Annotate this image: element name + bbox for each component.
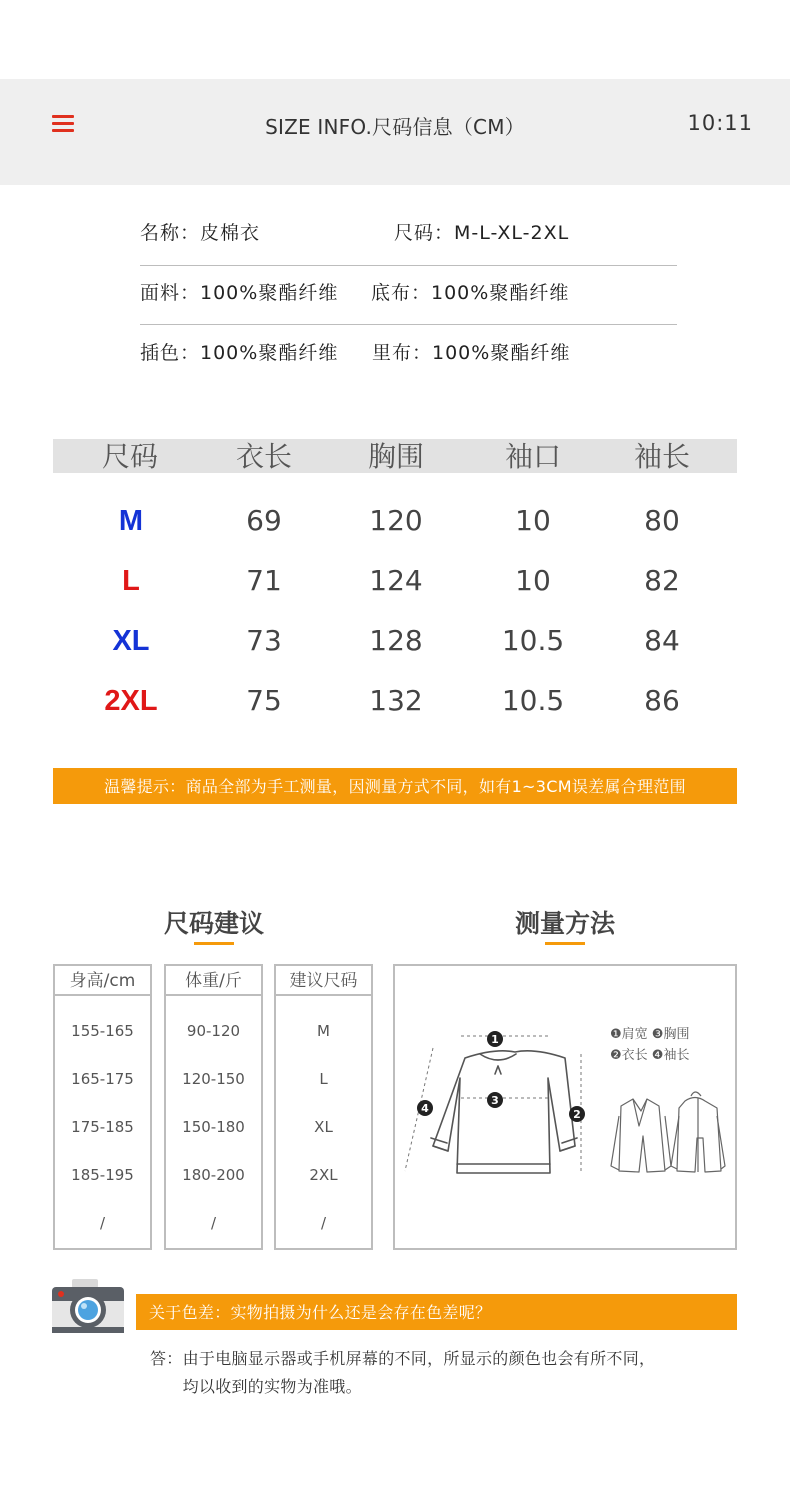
measure-legend: ❷衣长 ❹袖长 [610, 1048, 690, 1063]
size-recommend-title: 尺码建议 [163, 909, 264, 938]
column-value: L [319, 1070, 328, 1088]
product-inlay-color: 插色：100%聚酯纤维 [140, 342, 339, 364]
length-value: 71 [246, 564, 282, 597]
length-value: 73 [246, 624, 282, 657]
marker-label: 2 [573, 1108, 581, 1121]
size-label: 2XL [104, 685, 158, 717]
length-value: 75 [246, 684, 282, 717]
cuff-value: 10.5 [501, 624, 565, 657]
size-label: L [122, 565, 140, 597]
column-value: / [99, 1214, 106, 1232]
answer-line: 答：由于电脑显示器或手机屏幕的不同，所显示的颜色也会有所不同， [150, 1349, 656, 1368]
column-value: M [317, 1022, 330, 1040]
time-display: 10:11 [687, 111, 753, 135]
column-value: 180-200 [182, 1166, 245, 1184]
page-title: SIZE INFO.尺码信息（CM） [265, 115, 525, 139]
table-row [53, 551, 737, 611]
length-value: 69 [246, 504, 282, 537]
cuff-value: 10 [515, 564, 551, 597]
size-label: M [118, 505, 144, 537]
column-header: 体重/斤 [166, 966, 261, 996]
column-header: 建议尺码 [276, 966, 371, 996]
size-table-header [53, 439, 737, 473]
column-value: 185-195 [71, 1166, 134, 1184]
column-value: / [210, 1214, 217, 1232]
sleeve-value: 84 [644, 624, 680, 657]
measure-method-title: 测量方法 [514, 909, 615, 938]
header-sleeve: 袖长 [633, 440, 690, 473]
garment-diagram [395, 966, 735, 1248]
cuff-value: 10 [515, 504, 551, 537]
product-sizes: 尺码：M-L-XL-2XL [394, 222, 570, 244]
title-underline [545, 942, 585, 945]
table-row [53, 611, 737, 671]
answer-line: 均以收到的实物为准哦。 [150, 1377, 362, 1396]
column-value: 120-150 [182, 1070, 245, 1088]
column-value: 155-165 [71, 1022, 134, 1040]
sleeve-value: 80 [644, 504, 680, 537]
marker-label: 3 [491, 1094, 499, 1107]
weight-column [164, 964, 263, 1250]
suggested-size-column [274, 964, 373, 1250]
divider [140, 324, 677, 325]
header-size: 尺码 [101, 440, 158, 473]
table-row [53, 491, 737, 551]
column-value: 150-180 [182, 1118, 245, 1136]
marker-label: 1 [491, 1033, 499, 1046]
cuff-value: 10.5 [501, 684, 565, 717]
product-base-cloth: 底布：100%聚酯纤维 [371, 282, 570, 304]
column-header: 身高/cm [55, 966, 150, 996]
chest-value: 120 [369, 504, 423, 537]
column-value: / [320, 1214, 327, 1232]
top-header [0, 79, 790, 185]
column-value: 2XL [309, 1166, 338, 1184]
chest-value: 128 [369, 624, 423, 657]
column-value: 90-120 [186, 1022, 241, 1040]
camera-icon [52, 1279, 124, 1337]
height-column [53, 964, 152, 1250]
chest-value: 124 [369, 564, 423, 597]
header-chest: 胸围 [367, 440, 424, 473]
color-difference-answer [150, 1345, 655, 1401]
measurement-notice: 温馨提示：商品全部为手工测量，因测量方式不同，如有1~3CM误差属合理范围 [53, 768, 737, 804]
sleeve-value: 82 [644, 564, 680, 597]
product-lining: 里布：100%聚酯纤维 [372, 342, 571, 364]
divider [140, 265, 677, 266]
table-row [53, 671, 737, 731]
title-underline [194, 942, 234, 945]
sleeve-value: 86 [644, 684, 680, 717]
column-value: 175-185 [71, 1118, 134, 1136]
size-label: XL [112, 625, 150, 657]
header-cuff: 袖口 [504, 440, 561, 473]
color-difference-question: 关于色差：实物拍摄为什么还是会存在色差呢？ [136, 1294, 737, 1330]
marker-label: 4 [421, 1102, 429, 1115]
header-length: 衣长 [235, 440, 292, 473]
chest-value: 132 [369, 684, 423, 717]
product-fabric: 面料：100%聚酯纤维 [140, 282, 339, 304]
measure-illustration [393, 964, 737, 1250]
measure-legend: ❶肩宽 ❸胸围 [610, 1027, 690, 1042]
column-value: 165-175 [71, 1070, 134, 1088]
product-name: 名称：皮棉衣 [140, 222, 261, 244]
column-value: XL [314, 1118, 333, 1136]
